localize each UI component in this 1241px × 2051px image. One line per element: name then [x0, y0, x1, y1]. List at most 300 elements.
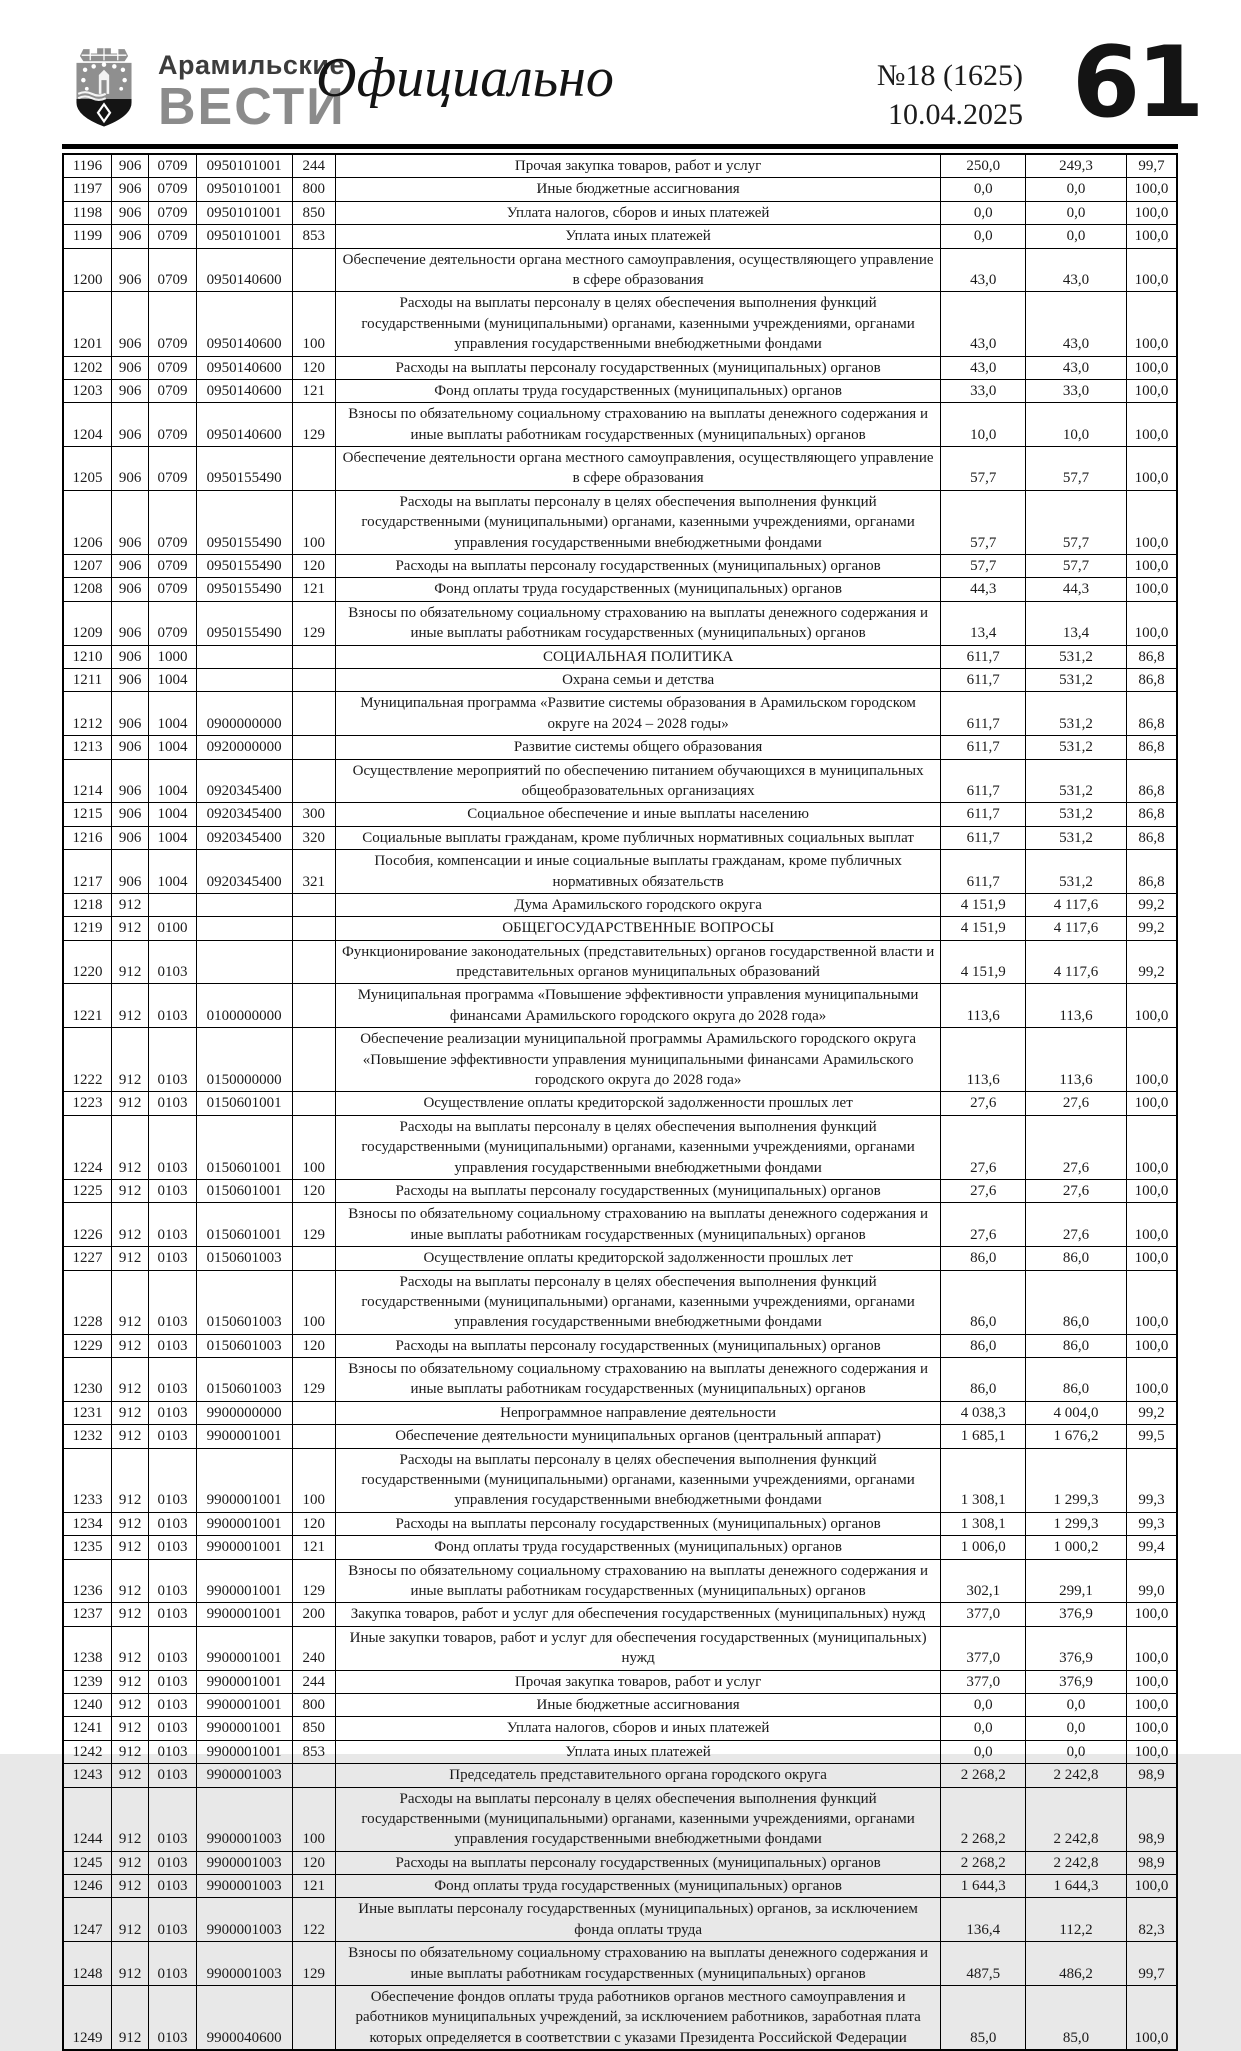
cell-row-number: 1204 — [63, 403, 111, 447]
cell-name: Охрана семьи и детства — [335, 668, 940, 691]
cell-percent: 100,0 — [1126, 1334, 1177, 1357]
cell-target-article: 9900001003 — [196, 1942, 292, 1986]
cell-target-article: 9900000000 — [196, 1401, 292, 1424]
cell-grbs-code: 912 — [111, 1448, 148, 1512]
cell-row-number: 1224 — [63, 1115, 111, 1179]
cell-approved-sum: 85,0 — [941, 1986, 1026, 2051]
cell-approved-sum: 1 644,3 — [941, 1875, 1026, 1898]
cell-name: Уплата иных платежей — [335, 1740, 940, 1763]
cell-executed-sum: 531,2 — [1026, 692, 1127, 736]
cell-percent: 100,0 — [1126, 1670, 1177, 1693]
cell-grbs-code: 906 — [111, 803, 148, 826]
cell-expense-type: 121 — [292, 1875, 335, 1898]
cell-target-article — [196, 668, 292, 691]
cell-section-code: 0103 — [149, 1358, 196, 1402]
cell-section-code: 0103 — [149, 1536, 196, 1559]
cell-executed-sum: 0,0 — [1026, 1717, 1127, 1740]
cell-approved-sum: 86,0 — [941, 1358, 1026, 1402]
cell-name: Социальное обеспечение и иные выплаты населению — [335, 803, 940, 826]
cell-target-article: 0150601001 — [196, 1203, 292, 1247]
cell-row-number: 1238 — [63, 1626, 111, 1670]
cell-approved-sum: 4 151,9 — [941, 917, 1026, 940]
cell-name: Расходы на выплаты персоналу государственных (муниципальных) органов — [335, 555, 940, 578]
cell-executed-sum: 376,9 — [1026, 1670, 1127, 1693]
table-row — [63, 225, 1177, 248]
cell-percent: 98,9 — [1126, 1851, 1177, 1874]
cell-executed-sum: 27,6 — [1026, 1092, 1127, 1115]
cell-expense-type — [292, 1401, 335, 1424]
cell-executed-sum: 4 004,0 — [1026, 1401, 1127, 1424]
cell-row-number: 1236 — [63, 1559, 111, 1603]
cell-row-number: 1226 — [63, 1203, 111, 1247]
cell-expense-type — [292, 736, 335, 759]
table-row — [63, 1603, 1177, 1626]
cell-expense-type — [292, 668, 335, 691]
cell-expense-type: 129 — [292, 1203, 335, 1247]
table-row — [63, 1986, 1177, 2051]
cell-percent: 100,0 — [1126, 1717, 1177, 1740]
cell-percent: 100,0 — [1126, 1693, 1177, 1716]
cell-percent: 98,9 — [1126, 1764, 1177, 1787]
cell-target-article: 0950155490 — [196, 555, 292, 578]
issue-date: 10.04.2025 — [888, 98, 1023, 131]
budget-table — [62, 153, 1178, 2051]
cell-name: Обеспечение фондов оплаты труда работников органов местного самоуправления и работников муниципальных учреждений, за исключением работников, заработная плата которых определяется в соответствии с указами Президента Российской Федерации — [335, 1986, 940, 2051]
cell-expense-type: 200 — [292, 1603, 335, 1626]
cell-approved-sum: 1 006,0 — [941, 1536, 1026, 1559]
cell-row-number: 1240 — [63, 1693, 111, 1716]
cell-approved-sum: 377,0 — [941, 1626, 1026, 1670]
cell-target-article: 0920345400 — [196, 759, 292, 803]
cell-percent: 82,3 — [1126, 1898, 1177, 1942]
cell-approved-sum: 2 268,2 — [941, 1851, 1026, 1874]
cell-section-code: 0103 — [149, 1717, 196, 1740]
cell-section-code — [149, 893, 196, 916]
cell-percent: 100,0 — [1126, 1358, 1177, 1402]
cell-grbs-code: 906 — [111, 850, 148, 894]
cell-row-number: 1223 — [63, 1092, 111, 1115]
cell-section-code: 0709 — [149, 555, 196, 578]
cell-approved-sum: 86,0 — [941, 1334, 1026, 1357]
cell-row-number: 1220 — [63, 940, 111, 984]
cell-expense-type: 129 — [292, 1559, 335, 1603]
cell-grbs-code: 912 — [111, 984, 148, 1028]
table-row — [63, 201, 1177, 224]
cell-grbs-code: 912 — [111, 1603, 148, 1626]
cell-target-article: 0920000000 — [196, 736, 292, 759]
cell-expense-type: 120 — [292, 1334, 335, 1357]
cell-approved-sum: 43,0 — [941, 248, 1026, 292]
cell-target-article: 0150601001 — [196, 1115, 292, 1179]
cell-row-number: 1196 — [63, 154, 111, 178]
cell-grbs-code: 912 — [111, 1115, 148, 1179]
cell-row-number: 1231 — [63, 1401, 111, 1424]
cell-percent: 86,8 — [1126, 826, 1177, 849]
cell-executed-sum: 86,0 — [1026, 1247, 1127, 1270]
table-row — [63, 447, 1177, 491]
cell-row-number: 1211 — [63, 668, 111, 691]
cell-name: Фонд оплаты труда государственных (муниципальных) органов — [335, 379, 940, 402]
cell-section-code: 0709 — [149, 178, 196, 201]
cell-name: Уплата налогов, сборов и иных платежей — [335, 1717, 940, 1740]
cell-executed-sum: 0,0 — [1026, 1693, 1127, 1716]
table-row — [63, 1247, 1177, 1270]
cell-expense-type — [292, 940, 335, 984]
cell-row-number: 1217 — [63, 850, 111, 894]
table-row — [63, 1536, 1177, 1559]
cell-percent: 86,8 — [1126, 645, 1177, 668]
cell-expense-type: 100 — [292, 1115, 335, 1179]
cell-approved-sum: 57,7 — [941, 490, 1026, 554]
cell-section-code: 0103 — [149, 1626, 196, 1670]
cell-approved-sum: 487,5 — [941, 1942, 1026, 1986]
cell-approved-sum: 113,6 — [941, 1028, 1026, 1092]
cell-target-article: 0150601001 — [196, 1092, 292, 1115]
cell-name: Прочая закупка товаров, работ и услуг — [335, 154, 940, 178]
cell-row-number: 1241 — [63, 1717, 111, 1740]
cell-grbs-code: 906 — [111, 692, 148, 736]
cell-expense-type — [292, 248, 335, 292]
cell-approved-sum: 43,0 — [941, 292, 1026, 356]
cell-target-article: 9900001001 — [196, 1740, 292, 1763]
table-row — [63, 1401, 1177, 1424]
cell-expense-type — [292, 1247, 335, 1270]
cell-grbs-code: 906 — [111, 356, 148, 379]
cell-approved-sum: 0,0 — [941, 1693, 1026, 1716]
cell-row-number: 1243 — [63, 1764, 111, 1787]
cell-percent: 100,0 — [1126, 1092, 1177, 1115]
cell-approved-sum: 27,6 — [941, 1203, 1026, 1247]
table-row — [63, 403, 1177, 447]
cell-approved-sum: 611,7 — [941, 803, 1026, 826]
cell-section-code: 0103 — [149, 1425, 196, 1448]
cell-section-code: 0103 — [149, 1512, 196, 1535]
table-row — [63, 917, 1177, 940]
cell-expense-type: 240 — [292, 1626, 335, 1670]
cell-executed-sum: 1 644,3 — [1026, 1875, 1127, 1898]
cell-name: Расходы на выплаты персоналу государственных (муниципальных) органов — [335, 1851, 940, 1874]
cell-name: Расходы на выплаты персоналу в целях обеспечения выполнения функций государственными (муниципальными) органами, казенными учреждениями, органами управления государственными внебюджетными фондами — [335, 1448, 940, 1512]
cell-executed-sum: 57,7 — [1026, 490, 1127, 554]
cell-grbs-code: 912 — [111, 1425, 148, 1448]
cell-name: Взносы по обязательному социальному страхованию на выплаты денежного содержания и иные выплаты работникам государственных (муниципальных) органов — [335, 1942, 940, 1986]
cell-grbs-code: 906 — [111, 292, 148, 356]
cell-row-number: 1247 — [63, 1898, 111, 1942]
cell-section-code: 0709 — [149, 447, 196, 491]
cell-row-number: 1203 — [63, 379, 111, 402]
cell-row-number: 1229 — [63, 1334, 111, 1357]
cell-row-number: 1208 — [63, 578, 111, 601]
cell-executed-sum: 27,6 — [1026, 1203, 1127, 1247]
cell-section-code: 0709 — [149, 225, 196, 248]
cell-executed-sum: 86,0 — [1026, 1334, 1127, 1357]
cell-percent: 100,0 — [1126, 447, 1177, 491]
cell-percent: 100,0 — [1126, 1626, 1177, 1670]
cell-executed-sum: 43,0 — [1026, 356, 1127, 379]
cell-section-code: 0709 — [149, 490, 196, 554]
table-row — [63, 668, 1177, 691]
cell-section-code: 0103 — [149, 1179, 196, 1202]
cell-expense-type — [292, 1028, 335, 1092]
cell-grbs-code: 912 — [111, 1092, 148, 1115]
cell-grbs-code: 912 — [111, 1670, 148, 1693]
cell-target-article: 0150601003 — [196, 1247, 292, 1270]
cell-grbs-code: 912 — [111, 1626, 148, 1670]
cell-target-article: 0920345400 — [196, 803, 292, 826]
cell-expense-type — [292, 1764, 335, 1787]
cell-executed-sum: 531,2 — [1026, 850, 1127, 894]
cell-grbs-code: 912 — [111, 940, 148, 984]
cell-section-code: 1004 — [149, 736, 196, 759]
cell-executed-sum: 486,2 — [1026, 1942, 1127, 1986]
table-row — [63, 578, 1177, 601]
cell-expense-type: 129 — [292, 1942, 335, 1986]
table-row — [63, 601, 1177, 645]
cell-section-code: 0103 — [149, 1787, 196, 1851]
cell-name: Расходы на выплаты персоналу государственных (муниципальных) органов — [335, 356, 940, 379]
cell-name: ОБЩЕГОСУДАРСТВЕННЫЕ ВОПРОСЫ — [335, 917, 940, 940]
page-number: 61 — [1072, 26, 1201, 140]
cell-approved-sum: 44,3 — [941, 578, 1026, 601]
cell-grbs-code: 906 — [111, 578, 148, 601]
cell-approved-sum: 611,7 — [941, 645, 1026, 668]
table-row — [63, 1270, 1177, 1334]
cell-approved-sum: 4 038,3 — [941, 1401, 1026, 1424]
cell-row-number: 1218 — [63, 893, 111, 916]
cell-expense-type: 300 — [292, 803, 335, 826]
cell-percent: 100,0 — [1126, 1028, 1177, 1092]
cell-grbs-code: 906 — [111, 248, 148, 292]
cell-section-code: 0103 — [149, 1942, 196, 1986]
cell-row-number: 1197 — [63, 178, 111, 201]
coat-of-arms-icon — [60, 44, 148, 130]
cell-percent: 99,4 — [1126, 1536, 1177, 1559]
cell-expense-type: 321 — [292, 850, 335, 894]
cell-approved-sum: 611,7 — [941, 736, 1026, 759]
cell-name: Иные бюджетные ассигнования — [335, 178, 940, 201]
cell-approved-sum: 136,4 — [941, 1898, 1026, 1942]
cell-target-article: 9900001003 — [196, 1787, 292, 1851]
cell-approved-sum: 33,0 — [941, 379, 1026, 402]
cell-expense-type: 120 — [292, 1512, 335, 1535]
cell-target-article: 9900001001 — [196, 1693, 292, 1716]
cell-percent: 99,5 — [1126, 1425, 1177, 1448]
cell-row-number: 1225 — [63, 1179, 111, 1202]
cell-row-number: 1242 — [63, 1740, 111, 1763]
cell-expense-type — [292, 917, 335, 940]
cell-approved-sum: 13,4 — [941, 601, 1026, 645]
cell-expense-type: 100 — [292, 1787, 335, 1851]
cell-percent: 99,7 — [1126, 154, 1177, 178]
cell-name: Прочая закупка товаров, работ и услуг — [335, 1670, 940, 1693]
cell-name: Уплата иных платежей — [335, 225, 940, 248]
page-header — [0, 0, 1241, 146]
cell-grbs-code: 906 — [111, 601, 148, 645]
cell-percent: 99,2 — [1126, 1401, 1177, 1424]
cell-name: Расходы на выплаты персоналу государственных (муниципальных) органов — [335, 1334, 940, 1357]
table-row — [63, 1115, 1177, 1179]
cell-approved-sum: 302,1 — [941, 1559, 1026, 1603]
cell-row-number: 1249 — [63, 1986, 111, 2051]
cell-section-code: 0103 — [149, 1270, 196, 1334]
table-row — [63, 248, 1177, 292]
table-row — [63, 1875, 1177, 1898]
cell-row-number: 1248 — [63, 1942, 111, 1986]
cell-target-article: 9900040600 — [196, 1986, 292, 2051]
cell-executed-sum: 43,0 — [1026, 248, 1127, 292]
table-row — [63, 1898, 1177, 1942]
cell-section-code: 0103 — [149, 940, 196, 984]
cell-target-article: 9900001001 — [196, 1559, 292, 1603]
cell-name: Фонд оплаты труда государственных (муниципальных) органов — [335, 1536, 940, 1559]
cell-target-article: 9900001003 — [196, 1764, 292, 1787]
cell-row-number: 1206 — [63, 490, 111, 554]
cell-percent: 100,0 — [1126, 578, 1177, 601]
table-row — [63, 178, 1177, 201]
cell-name: Обеспечение деятельности органа местного самоуправления, осуществляющего управление в сфере образования — [335, 248, 940, 292]
cell-grbs-code: 912 — [111, 1851, 148, 1874]
cell-grbs-code: 912 — [111, 1203, 148, 1247]
cell-executed-sum: 1 299,3 — [1026, 1512, 1127, 1535]
cell-name: Иные выплаты персоналу государственных (муниципальных) органов, за исключением фонда оплаты труда — [335, 1898, 940, 1942]
cell-target-article: 0950155490 — [196, 601, 292, 645]
cell-name: Расходы на выплаты персоналу в целях обеспечения выполнения функций государственными (муниципальными) органами, казенными учреждениями, органами управления государственными внебюджетными фондами — [335, 490, 940, 554]
cell-expense-type: 800 — [292, 1693, 335, 1716]
cell-grbs-code: 912 — [111, 1358, 148, 1402]
cell-target-article: 0950140600 — [196, 248, 292, 292]
table-row — [63, 1425, 1177, 1448]
cell-expense-type — [292, 893, 335, 916]
cell-executed-sum: 4 117,6 — [1026, 893, 1127, 916]
cell-approved-sum: 27,6 — [941, 1092, 1026, 1115]
cell-grbs-code: 912 — [111, 1986, 148, 2051]
cell-expense-type: 120 — [292, 555, 335, 578]
cell-executed-sum: 113,6 — [1026, 1028, 1127, 1092]
cell-percent: 100,0 — [1126, 555, 1177, 578]
cell-approved-sum: 113,6 — [941, 984, 1026, 1028]
cell-section-code: 0103 — [149, 1603, 196, 1626]
header-divider — [62, 144, 1178, 149]
cell-executed-sum: 531,2 — [1026, 668, 1127, 691]
cell-percent: 86,8 — [1126, 736, 1177, 759]
cell-percent: 100,0 — [1126, 1179, 1177, 1202]
cell-target-article: 0950101001 — [196, 178, 292, 201]
cell-percent: 100,0 — [1126, 178, 1177, 201]
cell-expense-type — [292, 1092, 335, 1115]
cell-section-code: 0709 — [149, 201, 196, 224]
cell-percent: 86,8 — [1126, 850, 1177, 894]
table-row — [63, 1670, 1177, 1693]
cell-executed-sum: 57,7 — [1026, 447, 1127, 491]
cell-row-number: 1216 — [63, 826, 111, 849]
cell-approved-sum: 57,7 — [941, 447, 1026, 491]
cell-section-code: 0103 — [149, 1334, 196, 1357]
cell-percent: 86,8 — [1126, 803, 1177, 826]
cell-name: Расходы на выплаты персоналу государственных (муниципальных) органов — [335, 1179, 940, 1202]
cell-name: Закупка товаров, работ и услуг для обеспечения государственных (муниципальных) нужд — [335, 1603, 940, 1626]
table-row — [63, 893, 1177, 916]
table-row — [63, 1179, 1177, 1202]
cell-section-code: 0709 — [149, 356, 196, 379]
table-row — [63, 356, 1177, 379]
cell-grbs-code: 906 — [111, 225, 148, 248]
cell-grbs-code: 906 — [111, 759, 148, 803]
cell-approved-sum: 1 685,1 — [941, 1425, 1026, 1448]
cell-executed-sum: 27,6 — [1026, 1179, 1127, 1202]
cell-row-number: 1209 — [63, 601, 111, 645]
cell-target-article: 9900001001 — [196, 1448, 292, 1512]
cell-target-article: 9900001001 — [196, 1670, 292, 1693]
cell-approved-sum: 0,0 — [941, 1740, 1026, 1763]
table-row — [63, 1512, 1177, 1535]
cell-grbs-code: 912 — [111, 1559, 148, 1603]
cell-name: Муниципальная программа «Повышение эффективности управления муниципальными финансами Арамильского городского округа до 2028 года» — [335, 984, 940, 1028]
cell-section-code: 0103 — [149, 1115, 196, 1179]
table-row — [63, 1717, 1177, 1740]
cell-target-article: 0150601003 — [196, 1270, 292, 1334]
table-row — [63, 1559, 1177, 1603]
cell-section-code: 1000 — [149, 645, 196, 668]
cell-executed-sum: 33,0 — [1026, 379, 1127, 402]
cell-row-number: 1201 — [63, 292, 111, 356]
table-row — [63, 379, 1177, 402]
cell-percent: 100,0 — [1126, 201, 1177, 224]
cell-target-article: 0150601003 — [196, 1358, 292, 1402]
cell-section-code: 0709 — [149, 578, 196, 601]
cell-grbs-code: 912 — [111, 1717, 148, 1740]
cell-expense-type: 129 — [292, 1358, 335, 1402]
cell-name: Пособия, компенсации и иные социальные выплаты гражданам, кроме публичных нормативных обязательств — [335, 850, 940, 894]
cell-expense-type: 800 — [292, 178, 335, 201]
cell-grbs-code: 912 — [111, 1270, 148, 1334]
table-row — [63, 1028, 1177, 1092]
cell-percent: 100,0 — [1126, 1247, 1177, 1270]
cell-executed-sum: 1 000,2 — [1026, 1536, 1127, 1559]
cell-grbs-code: 912 — [111, 1028, 148, 1092]
cell-approved-sum: 27,6 — [941, 1179, 1026, 1202]
cell-row-number: 1212 — [63, 692, 111, 736]
cell-expense-type — [292, 984, 335, 1028]
cell-expense-type: 100 — [292, 1448, 335, 1512]
cell-expense-type: 244 — [292, 154, 335, 178]
cell-section-code: 0709 — [149, 154, 196, 178]
cell-approved-sum: 611,7 — [941, 692, 1026, 736]
cell-expense-type: 100 — [292, 1270, 335, 1334]
cell-approved-sum: 250,0 — [941, 154, 1026, 178]
cell-expense-type: 850 — [292, 1717, 335, 1740]
cell-percent: 100,0 — [1126, 1875, 1177, 1898]
cell-row-number: 1227 — [63, 1247, 111, 1270]
cell-target-article: 0950140600 — [196, 292, 292, 356]
cell-executed-sum: 1 299,3 — [1026, 1448, 1127, 1512]
cell-grbs-code: 906 — [111, 490, 148, 554]
cell-percent: 100,0 — [1126, 356, 1177, 379]
cell-expense-type: 121 — [292, 1536, 335, 1559]
table-row — [63, 1942, 1177, 1986]
cell-percent: 86,8 — [1126, 692, 1177, 736]
cell-expense-type: 120 — [292, 1851, 335, 1874]
table-row — [63, 1203, 1177, 1247]
cell-name: Председатель представительного органа городского округа — [335, 1764, 940, 1787]
cell-section-code: 0103 — [149, 1693, 196, 1716]
cell-name: Расходы на выплаты персоналу государственных (муниципальных) органов — [335, 1512, 940, 1535]
cell-name: СОЦИАЛЬНАЯ ПОЛИТИКА — [335, 645, 940, 668]
table-row — [63, 645, 1177, 668]
cell-expense-type: 850 — [292, 201, 335, 224]
cell-expense-type: 121 — [292, 578, 335, 601]
cell-target-article: 9900001001 — [196, 1626, 292, 1670]
table-row — [63, 736, 1177, 759]
